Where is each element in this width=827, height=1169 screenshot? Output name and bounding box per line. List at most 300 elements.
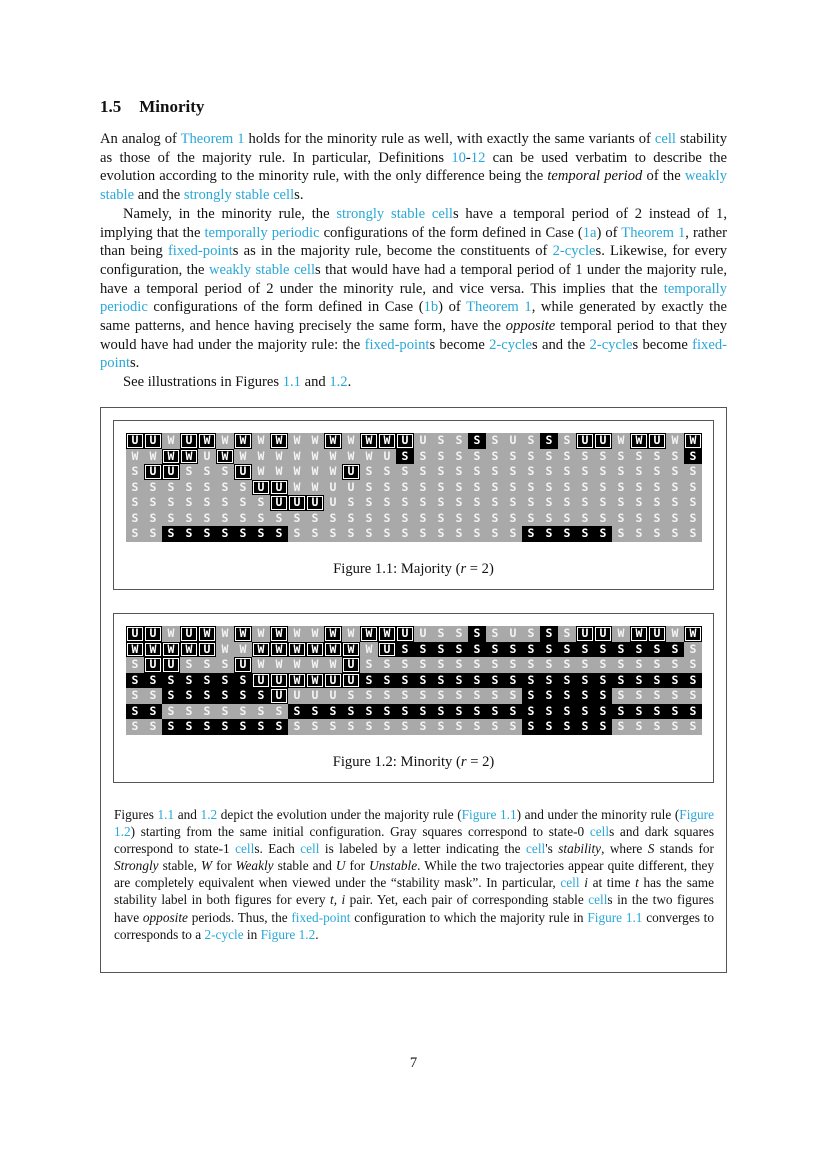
figure-caption: Figure 1.2: Minority (r = 2) (332, 754, 495, 770)
ca-cell: S (486, 626, 504, 642)
ca-cell: S (594, 704, 612, 720)
ca-cell: S (324, 719, 342, 735)
ca-cell: S (630, 480, 648, 496)
ca-cell: S (414, 495, 432, 511)
ca-cell: S (396, 464, 414, 480)
emphasis: Strongly (114, 858, 159, 874)
text-run: s that would have had a temporal period of 1 under the majority rule, have a temporal period of 2 under the minority rule, and vice versa. This implies that the (100, 261, 727, 297)
emphasis: Weakly (235, 858, 274, 874)
cross-ref-link[interactable]: fixed-point (100, 336, 727, 372)
ca-cell: W (306, 480, 324, 496)
text-run: , while generated by exactly the same patterns, and hence having precisely the same form, have the (100, 299, 727, 335)
ca-cell: S (378, 657, 396, 673)
ca-cell: S (468, 704, 486, 720)
ca-cell: S (468, 495, 486, 511)
ca-cell: S (162, 480, 180, 496)
ca-cell: S (450, 511, 468, 527)
text-run: s and dark squares correspond to state-1 (114, 824, 714, 857)
ca-cell: S (468, 673, 486, 689)
ca-cell: S (126, 480, 144, 496)
text-run: - (465, 149, 471, 166)
ca-cell: S (648, 719, 666, 735)
ca-cell: W (324, 433, 342, 449)
ca-cell: S (432, 449, 450, 465)
ca-cell: U (198, 642, 216, 658)
ca-cell: U (306, 495, 324, 511)
ca-cell: S (414, 719, 432, 735)
section-number: 1.5 (100, 97, 122, 116)
ca-cell: S (216, 480, 234, 496)
cross-ref-link[interactable]: fixed-point (364, 336, 430, 353)
section-heading (100, 97, 204, 117)
ca-cell: S (396, 688, 414, 704)
cross-ref-link[interactable]: Theorem 1 (621, 224, 686, 241)
ca-cell: S (612, 495, 630, 511)
ca-cell: S (216, 657, 234, 673)
cross-ref-link[interactable]: cell (235, 841, 255, 857)
ca-cell: U (342, 657, 360, 673)
cross-ref-link[interactable]: Figure 1.2 (260, 926, 316, 942)
ca-cell: S (684, 719, 702, 735)
ca-cell: W (234, 642, 252, 658)
ca-cell: S (126, 688, 144, 704)
ca-cell: S (216, 464, 234, 480)
ca-cell: W (288, 642, 306, 658)
ca-cell: S (612, 464, 630, 480)
ca-cell: S (576, 719, 594, 735)
ca-cell: S (648, 704, 666, 720)
ca-cell: S (180, 511, 198, 527)
ca-cell: U (144, 433, 162, 449)
ca-cell: S (432, 688, 450, 704)
ca-cell: U (576, 626, 594, 642)
emphasis: U (335, 858, 346, 874)
ca-cell: S (594, 480, 612, 496)
ca-cell: S (414, 704, 432, 720)
ca-cell: S (504, 480, 522, 496)
cross-ref-link[interactable]: Theorem 1 (466, 299, 532, 316)
ca-cell: S (162, 673, 180, 689)
ca-cell: S (504, 688, 522, 704)
ca-cell: S (198, 719, 216, 735)
ca-cell: S (378, 673, 396, 689)
ca-cell: S (522, 642, 540, 658)
ca-cell: S (360, 480, 378, 496)
ca-cell: S (396, 673, 414, 689)
ca-cell: S (432, 464, 450, 480)
ca-cell: W (252, 464, 270, 480)
cross-ref-link[interactable]: 1.1 (282, 374, 301, 391)
ca-cell: U (126, 433, 144, 449)
ca-cell: U (504, 433, 522, 449)
ca-cell: S (414, 688, 432, 704)
ca-cell: S (684, 657, 702, 673)
ca-cell: S (540, 480, 558, 496)
cross-ref-link[interactable]: fixed-point (167, 243, 233, 260)
ca-cell: S (144, 495, 162, 511)
cross-ref-link[interactable]: cell (560, 875, 580, 891)
ca-cell: S (342, 704, 360, 720)
ca-cell: W (306, 626, 324, 642)
ca-cell: S (360, 688, 378, 704)
ca-cell: W (666, 626, 684, 642)
text-run: s in the two figures have (114, 892, 714, 925)
ca-cell: S (504, 642, 522, 658)
ca-cell: S (162, 719, 180, 735)
cross-ref-link[interactable]: strongly stable cell (183, 187, 295, 204)
ca-cell: U (342, 480, 360, 496)
ca-cell: S (684, 704, 702, 720)
ca-cell: S (684, 511, 702, 527)
emphasis: S (647, 841, 655, 857)
ca-cell: S (378, 688, 396, 704)
text-run: . (315, 926, 319, 942)
ca-cell: S (684, 688, 702, 704)
ca-cell: S (576, 673, 594, 689)
ca-cell: S (468, 526, 486, 542)
ca-cell: S (576, 449, 594, 465)
cross-ref-link[interactable]: 1.2 (200, 807, 218, 822)
text-run: , rather than being (100, 224, 727, 260)
ca-cell: S (270, 704, 288, 720)
text-run: See illustrations in Figures (123, 374, 283, 391)
ca-cell: W (144, 449, 162, 465)
ca-cell: S (324, 704, 342, 720)
ca-cell: S (630, 642, 648, 658)
ca-cell: S (576, 657, 594, 673)
text-run: . While the two trajectories appear quite different, they are completely equivalent when viewed under the “stability mask”. In particular, (114, 858, 715, 891)
text-run: holds for the minority rule as well, with exactly the same variants of (244, 131, 655, 147)
cross-ref-link[interactable]: 2-cycle (589, 336, 633, 353)
ca-cell: S (558, 464, 576, 480)
ca-cell: S (648, 495, 666, 511)
ca-cell: S (504, 719, 522, 735)
ca-cell: U (648, 433, 666, 449)
text-run: s. (294, 187, 304, 204)
ca-cell: S (612, 704, 630, 720)
ca-cell: S (180, 495, 198, 511)
ca-cell: S (432, 719, 450, 735)
ca-cell: S (684, 464, 702, 480)
ca-cell: S (396, 704, 414, 720)
text-run: configurations of the form defined in Case ( (319, 224, 583, 241)
text-run: s. Likewise, for every configuration, the (100, 243, 727, 278)
ca-cell: S (630, 657, 648, 673)
text-run: periods. Thus, the (187, 909, 292, 925)
text-run: s have a temporal period of 2 instead of 1, implying that the (100, 205, 727, 241)
ca-cell: S (162, 495, 180, 511)
ca-cell: W (144, 642, 162, 658)
cross-ref-link[interactable]: Figure 1.1 (461, 807, 517, 822)
cross-ref-link[interactable]: 10 (451, 149, 466, 166)
ca-cell: W (342, 433, 360, 449)
figure-1-1 (113, 420, 714, 590)
ca-cell: S (432, 480, 450, 496)
ca-cell: S (666, 704, 684, 720)
ca-cell: S (468, 688, 486, 704)
ca-cell: S (180, 526, 198, 542)
text-run: s become (632, 336, 693, 353)
ca-cell: U (180, 626, 198, 642)
ca-cell: S (360, 673, 378, 689)
text-run: 's (545, 841, 559, 857)
cross-ref-link[interactable]: 1.1 (157, 807, 175, 822)
ca-cell: S (252, 511, 270, 527)
cross-ref-link[interactable]: weakly stable cell (208, 261, 316, 278)
ca-cell: S (396, 719, 414, 735)
ca-cell: S (378, 526, 396, 542)
ca-cell: U (378, 449, 396, 465)
cross-ref-link[interactable]: strongly stable cell (336, 205, 453, 222)
ca-cell: S (468, 480, 486, 496)
ca-cell: S (432, 626, 450, 642)
ca-cell: W (378, 433, 396, 449)
ca-cell: S (486, 511, 504, 527)
ca-cell: S (396, 495, 414, 511)
ca-cell: S (576, 511, 594, 527)
ca-cell: S (468, 719, 486, 735)
ca-cell: S (234, 480, 252, 496)
ca-cell: S (144, 511, 162, 527)
ca-cell: S (198, 464, 216, 480)
ca-grid-majority (126, 433, 702, 542)
ca-cell: S (684, 480, 702, 496)
ca-cell: W (342, 449, 360, 465)
ca-cell: S (252, 495, 270, 511)
paragraph (100, 373, 727, 392)
ca-cell: W (306, 642, 324, 658)
ca-cell: W (252, 449, 270, 465)
ca-cell: S (648, 657, 666, 673)
ca-cell: S (486, 480, 504, 496)
ca-cell: S (450, 433, 468, 449)
ca-cell: S (576, 495, 594, 511)
cross-ref-link[interactable]: 2-cycle (489, 336, 533, 353)
ca-cell: U (234, 464, 252, 480)
ca-cell: W (162, 626, 180, 642)
emphasis: i (584, 875, 588, 891)
ca-cell: S (342, 719, 360, 735)
ca-cell: U (252, 480, 270, 496)
ca-cell: S (648, 464, 666, 480)
ca-cell: S (666, 688, 684, 704)
ca-cell: W (198, 626, 216, 642)
ca-cell: W (288, 464, 306, 480)
ca-cell: S (450, 480, 468, 496)
ca-cell: S (594, 511, 612, 527)
ca-cell: S (234, 511, 252, 527)
ca-cell: W (162, 449, 180, 465)
ca-cell: S (360, 719, 378, 735)
ca-cell: U (234, 657, 252, 673)
ca-cell: S (486, 704, 504, 720)
ca-cell: S (144, 704, 162, 720)
ca-cell: S (486, 642, 504, 658)
ca-cell: S (378, 719, 396, 735)
ca-cell: S (180, 688, 198, 704)
ca-cell: S (504, 495, 522, 511)
ca-cell: U (342, 673, 360, 689)
ca-cell: S (630, 511, 648, 527)
cross-ref-link[interactable]: fixed-point (291, 909, 351, 925)
ca-cell: U (288, 495, 306, 511)
ca-cell: W (306, 464, 324, 480)
ca-cell: S (486, 449, 504, 465)
ca-cell: U (288, 688, 306, 704)
ca-cell: S (396, 449, 414, 465)
ca-cell: S (612, 657, 630, 673)
cross-ref-link[interactable]: 2-cycle (204, 926, 244, 942)
cross-ref-link[interactable]: cell (300, 841, 320, 857)
emphasis: temporal period (547, 168, 643, 185)
cross-ref-link[interactable]: cell (589, 824, 610, 840)
section-title: Minority (139, 97, 205, 116)
ca-cell: W (612, 433, 630, 449)
ca-cell: S (414, 642, 432, 658)
ca-cell: S (450, 673, 468, 689)
ca-cell: S (144, 673, 162, 689)
ca-cell: S (414, 673, 432, 689)
ca-cell: S (684, 526, 702, 542)
ca-cell: S (378, 511, 396, 527)
ca-cell: S (432, 642, 450, 658)
cross-ref-link[interactable]: weakly stable (100, 168, 728, 204)
ca-cell: S (306, 719, 324, 735)
ca-cell: S (162, 511, 180, 527)
ca-cell: S (540, 657, 558, 673)
ca-cell: S (504, 673, 522, 689)
ca-cell: S (468, 511, 486, 527)
cross-ref-link[interactable]: cell (654, 131, 676, 147)
ca-cell: W (288, 480, 306, 496)
ca-cell: W (126, 642, 144, 658)
ca-cell: W (306, 433, 324, 449)
ca-cell: W (342, 642, 360, 658)
ca-cell: U (378, 642, 396, 658)
ca-cell: S (486, 719, 504, 735)
ca-cell: S (414, 511, 432, 527)
cross-ref-link[interactable]: cell (588, 892, 608, 908)
ca-cell: S (630, 526, 648, 542)
ca-cell: S (378, 480, 396, 496)
ca-cell: S (414, 526, 432, 542)
ca-cell: S (648, 480, 666, 496)
cross-ref-link[interactable]: temporally periodic (204, 224, 320, 241)
ca-cell: W (126, 449, 144, 465)
ca-cell: S (576, 688, 594, 704)
text-run: ) of (596, 224, 622, 241)
ca-cell: S (522, 526, 540, 542)
ca-cell: S (162, 688, 180, 704)
ca-cell: U (324, 495, 342, 511)
ca-cell: W (288, 673, 306, 689)
cross-ref-link[interactable]: Figure 1.2 (114, 807, 715, 840)
ca-cell: S (558, 495, 576, 511)
ca-cell: S (162, 704, 180, 720)
ca-cell: S (126, 495, 144, 511)
ca-cell: W (234, 433, 252, 449)
ca-cell: S (198, 688, 216, 704)
text-run: ) and under the minority rule ( (516, 807, 680, 822)
ca-cell: S (576, 464, 594, 480)
ca-cell: S (450, 626, 468, 642)
emphasis: t, i (330, 892, 346, 908)
ca-cell: U (504, 626, 522, 642)
ca-cell: S (594, 673, 612, 689)
ca-cell: S (594, 657, 612, 673)
text-run: stands for (654, 841, 714, 857)
page-number: 7 (409, 1055, 418, 1071)
ca-cell: S (612, 511, 630, 527)
ca-cell: S (234, 688, 252, 704)
cross-ref-link[interactable]: 1.2 (329, 374, 348, 391)
cross-ref-link[interactable]: temporally periodic (100, 280, 727, 316)
ca-cell: S (180, 673, 198, 689)
ca-cell: W (216, 449, 234, 465)
ca-cell: S (576, 480, 594, 496)
ca-cell: U (576, 433, 594, 449)
ca-cell: U (126, 626, 144, 642)
ca-cell: S (396, 642, 414, 658)
cross-ref-link[interactable]: 12 (470, 149, 486, 166)
ca-cell: S (558, 657, 576, 673)
ca-cell: S (648, 688, 666, 704)
ca-cell: W (684, 433, 702, 449)
ca-cell: S (576, 526, 594, 542)
ca-cell: S (504, 464, 522, 480)
ca-cell: S (594, 495, 612, 511)
text-run: s become (429, 336, 490, 353)
cross-ref-link[interactable]: Figure 1.1 (587, 909, 643, 925)
body-text (100, 130, 727, 392)
cross-ref-link[interactable]: 1b (423, 299, 439, 316)
cross-ref-link[interactable]: 1a (582, 224, 597, 241)
ca-cell: S (126, 673, 144, 689)
ca-cell: S (144, 480, 162, 496)
ca-cell: S (126, 657, 144, 673)
ca-cell: S (486, 526, 504, 542)
cross-ref-link[interactable]: cell (526, 841, 546, 857)
ca-cell: S (378, 704, 396, 720)
ca-cell: S (180, 464, 198, 480)
ca-cell: S (126, 704, 144, 720)
ca-cell: W (288, 626, 306, 642)
ca-cell: S (630, 673, 648, 689)
ca-cell: S (216, 495, 234, 511)
text-run: stable and (273, 858, 336, 874)
text-run: configurations of the form defined in Case ( (147, 299, 424, 316)
ca-cell: U (414, 626, 432, 642)
ca-cell: S (648, 673, 666, 689)
ca-cell: S (162, 526, 180, 542)
ca-cell: S (450, 526, 468, 542)
ca-cell: S (648, 449, 666, 465)
cross-ref-link[interactable]: Theorem 1 (180, 131, 245, 147)
ca-cell: W (288, 449, 306, 465)
emphasis: t (635, 875, 639, 891)
text-run: . (347, 374, 352, 391)
ca-cell: S (522, 433, 540, 449)
emphasis: opposite (505, 318, 556, 335)
ca-cell: S (360, 464, 378, 480)
ca-cell: S (522, 480, 540, 496)
ca-cell: S (198, 495, 216, 511)
ca-cell: S (216, 719, 234, 735)
ca-cell: S (540, 719, 558, 735)
emphasis: opposite (142, 909, 188, 925)
ca-cell: S (180, 719, 198, 735)
cross-ref-link[interactable]: 2-cycle (552, 243, 596, 260)
